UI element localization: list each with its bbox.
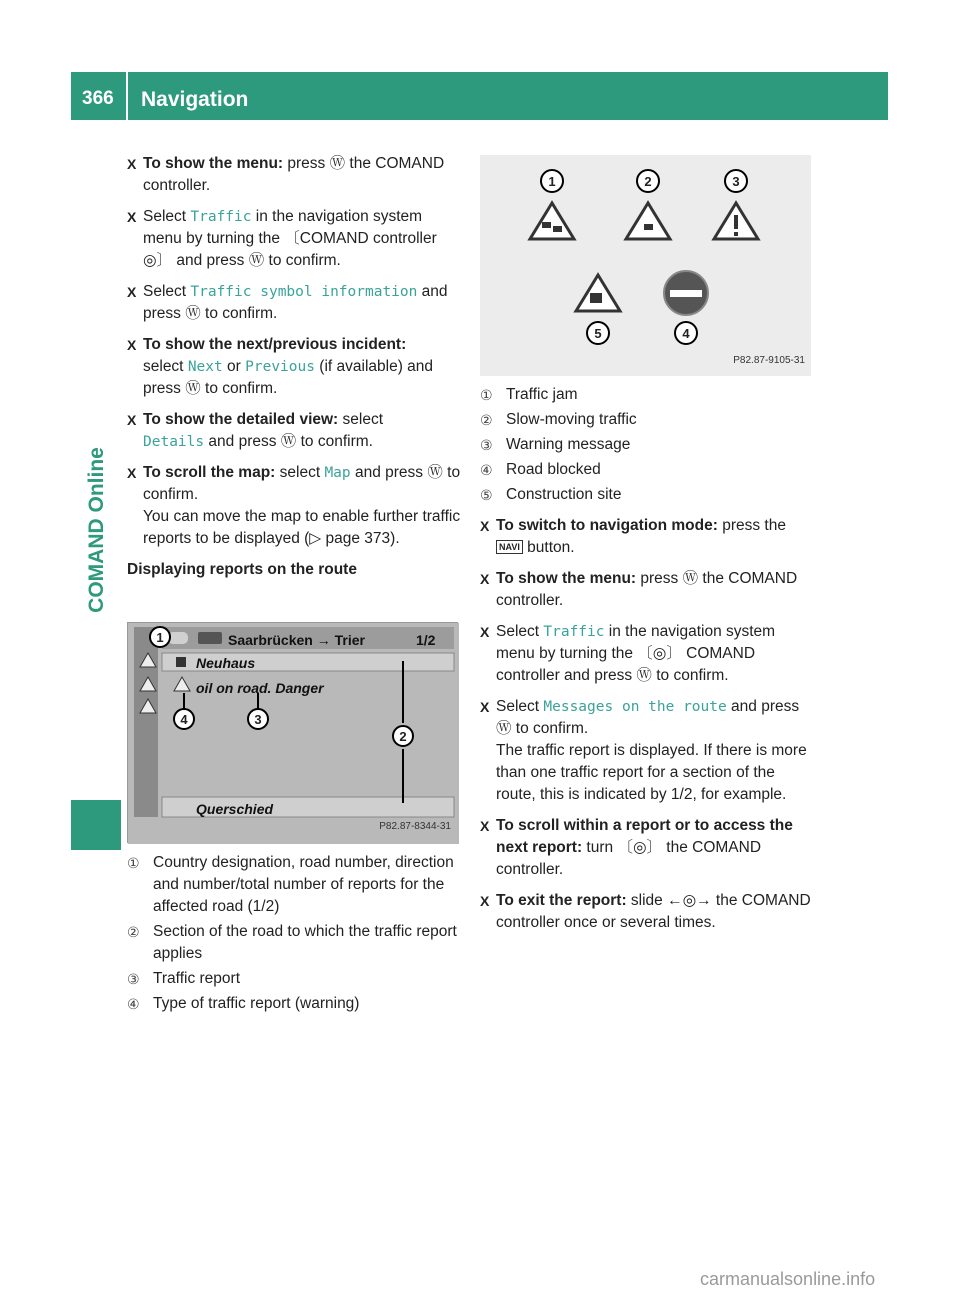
step-arrow-icon: X xyxy=(127,412,137,428)
step-scroll-report: X To scroll within a report or to access the next report: turn 〔◎〕 the COMAND controller. xyxy=(480,817,793,878)
screen-route-header: Saarbrücken → Trier xyxy=(228,632,365,648)
traffic-symbols-figure xyxy=(480,155,811,376)
menu-item-traffic: Traffic xyxy=(190,209,252,225)
step-show-menu: X To show the menu: press Ⓦ the COMAND controller. xyxy=(127,155,445,194)
step-show-menu: X To show the menu: press Ⓦ the COMAND controller. xyxy=(480,570,798,609)
step-arrow-icon: X xyxy=(480,893,490,909)
step-detailed-view: X To show the detailed view: select Details and press Ⓦ to confirm. xyxy=(127,411,384,450)
menu-item-traffic-symbol-information: Traffic symbol information xyxy=(190,284,418,300)
screen-row-neuhaus: Neuhaus xyxy=(196,655,256,671)
callout-1: 1 xyxy=(156,630,164,645)
section-heading: Displaying reports on the route xyxy=(127,561,357,578)
menu-item-traffic: Traffic xyxy=(543,624,605,640)
step-scroll-map: X To scroll the map: select Map and press Ⓦ to confirm. You can move the map to enable further traffic reports to be displayed (▷ page 373). xyxy=(127,464,461,547)
page-number: 366 xyxy=(82,88,114,109)
left-legend xyxy=(127,852,461,1018)
menu-item-map: Map xyxy=(324,465,351,481)
screen-row-querschied: Querschied xyxy=(196,801,274,817)
step-arrow-icon: X xyxy=(127,209,137,225)
step-arrow-icon: X xyxy=(127,465,137,481)
step-select-messages: X Select Messages on the route and press Ⓦ to confirm. The traffic report is displayed. If there is more than one traffic report for a section of the route, this is indicated by 1/2, for example. xyxy=(480,698,807,803)
menu-item-messages-on-route: Messages on the route xyxy=(543,699,727,715)
menu-item-next: Next xyxy=(187,359,223,375)
callout-3: 3 xyxy=(254,712,262,727)
legend-item: ① Traffic jam xyxy=(480,386,578,403)
page-title: Navigation xyxy=(141,88,249,111)
step-select-traffic: X Select Traffic in the navigation system menu by turning the 〔COMAND controller ◎〕 and press Ⓦ to confirm. xyxy=(127,208,437,269)
menu-item-previous: Previous xyxy=(245,359,315,375)
screen-row-report: oil on road. Danger xyxy=(196,680,324,696)
menu-item-details: Details xyxy=(143,434,205,450)
side-tab-label: COMAND Online xyxy=(85,447,109,613)
navi-button-icon: NAVI xyxy=(496,540,523,554)
step-arrow-icon: X xyxy=(480,818,490,834)
step-select-traffic: X Select Traffic in the navigation system menu by turning the 〔◎〕 COMAND controller and press Ⓦ to confirm. xyxy=(480,623,776,684)
step-exit-report: X To exit the report: slide ←◎→ the COMAND controller once or several times. xyxy=(480,892,811,931)
legend-item: ⑤ Construction site xyxy=(480,486,622,503)
legend-item: ② Section of the road to which the traffic report applies xyxy=(127,923,457,962)
legend-item: ④ Type of traffic report (warning) xyxy=(127,995,360,1012)
side-tab-marker xyxy=(71,800,121,850)
callout-3: 3 xyxy=(732,174,740,189)
callout-4: 4 xyxy=(180,712,188,727)
figure-code: P82.87-9105-31 xyxy=(733,355,805,366)
step-arrow-icon: X xyxy=(480,699,490,715)
callout-5: 5 xyxy=(594,326,602,341)
step-arrow-icon: X xyxy=(480,571,490,587)
step-arrow-icon: X xyxy=(127,284,137,300)
step-arrow-icon: X xyxy=(127,337,137,353)
step-navigation-mode: X To switch to navigation mode: press the NAVI button. xyxy=(480,517,786,556)
callout-4: 4 xyxy=(682,326,690,341)
left-column xyxy=(127,153,461,593)
step-arrow-icon: X xyxy=(480,624,490,640)
step-next-previous: X To show the next/previous incident: select Next or Previous (if available) and press Ⓦ to confirm. xyxy=(127,336,434,397)
callout-2: 2 xyxy=(644,174,652,189)
legend-item: ① Country designation, road number, direction and number/total number of reports for the affected road (1/2) xyxy=(127,854,454,915)
legend-item: ③ Traffic report xyxy=(127,970,240,987)
legend-item: ④ Road blocked xyxy=(480,461,601,478)
header-divider xyxy=(126,72,128,120)
watermark: carmanualsonline.info xyxy=(700,1269,876,1289)
callout-1: 1 xyxy=(548,174,556,189)
figure-code: P82.87-8344-31 xyxy=(379,821,451,832)
step-arrow-icon: X xyxy=(127,156,137,172)
step-arrow-icon: X xyxy=(480,518,490,534)
callout-2: 2 xyxy=(399,729,407,744)
right-column xyxy=(480,384,815,943)
screen-page-indicator: 1/2 xyxy=(416,632,436,648)
step-select-traffic-symbol: X Select Traffic symbol information and press Ⓦ to confirm. xyxy=(127,283,448,322)
legend-item: ③ Warning message xyxy=(480,436,631,453)
legend-item: ② Slow-moving traffic xyxy=(480,411,637,428)
comand-screen-figure xyxy=(127,622,458,843)
